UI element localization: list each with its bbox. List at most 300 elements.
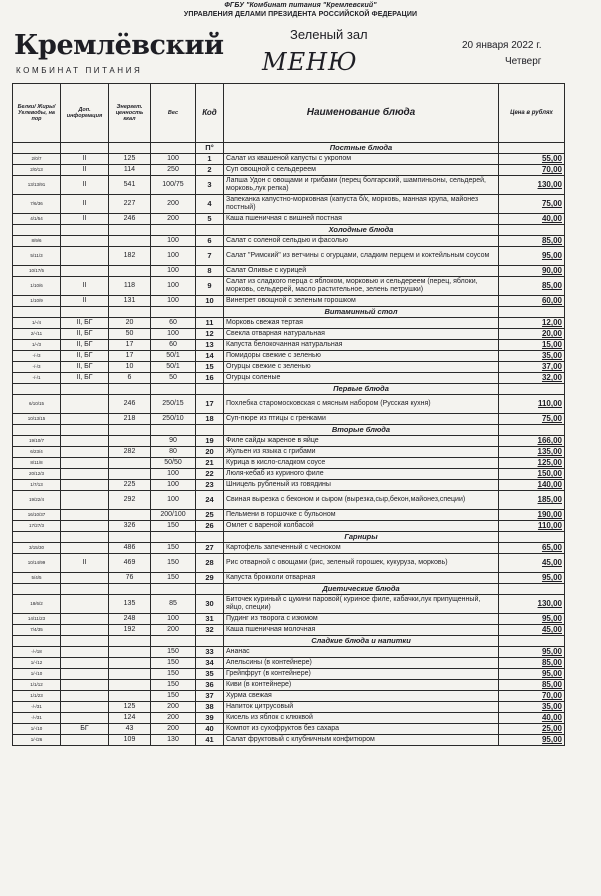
nutrition-cell: 5/4/5 (13, 573, 61, 584)
energy-cell: 135 (109, 595, 151, 614)
info-cell (61, 658, 109, 669)
table-row (13, 595, 565, 614)
price-cell: 85,00 (499, 680, 565, 691)
code-cell: 41 (196, 735, 224, 746)
nutrition-cell: 1/-/10 (13, 669, 61, 680)
code-cell: 2 (196, 165, 224, 176)
energy-cell: 326 (109, 521, 151, 532)
dish-name: Морковь свежая тертая (224, 318, 499, 329)
table-row (13, 340, 565, 351)
table-row (13, 296, 565, 307)
nutrition-cell: 1/1/12 (13, 680, 61, 691)
section-blank-cell (151, 225, 196, 236)
dish-name: Салат с соленой сельдью и фасолью (224, 236, 499, 247)
weight-cell: 100 (151, 491, 196, 510)
energy-cell: 218 (109, 414, 151, 425)
org-line-2: УПРАВЛЕНИЯ ДЕЛАМИ ПРЕЗИДЕНТА РОССИЙСКОЙ ФЕДЕРАЦИИ (183, 11, 418, 18)
weight-cell: 85 (151, 595, 196, 614)
info-cell (61, 469, 109, 480)
energy-cell: 20 (109, 318, 151, 329)
section-blank-cell (499, 425, 565, 436)
price-cell: 75,00 (499, 195, 565, 214)
dish-name: Картофель запеченный с чесноком (224, 543, 499, 554)
section-title: Витаминный стол (224, 307, 499, 318)
code-cell: 18 (196, 414, 224, 425)
info-cell (61, 480, 109, 491)
dish-name: Напиток цитрусовый (224, 702, 499, 713)
energy-cell: 248 (109, 614, 151, 625)
code-cell: 13 (196, 340, 224, 351)
section-header (13, 425, 565, 436)
section-header (13, 636, 565, 647)
info-cell (61, 669, 109, 680)
info-cell (61, 691, 109, 702)
price-cell: 130,00 (499, 176, 565, 195)
section-code (196, 225, 224, 236)
code-cell: 28 (196, 554, 224, 573)
table-row (13, 573, 565, 584)
dish-name: Пельмени в горшочке с бульоном (224, 510, 499, 521)
code-cell: 3 (196, 176, 224, 195)
section-blank-cell (13, 307, 61, 318)
weight-cell: 100 (151, 236, 196, 247)
dish-name: Компот из сухофруктов без сахара (224, 724, 499, 735)
table-header-row (13, 84, 565, 143)
dish-name: Запеканка капустно-морковная (капуста б/к, морковь, манная крупа, майонез постный) (224, 195, 499, 214)
menu-body (13, 143, 565, 746)
info-cell: II, БГ (61, 340, 109, 351)
section-header (13, 143, 565, 154)
menu-date: 20 января 2022 г. (462, 40, 542, 51)
section-header (13, 532, 565, 543)
table-row (13, 414, 565, 425)
info-cell (61, 395, 109, 414)
nutrition-cell: 6/23/4 (13, 447, 61, 458)
weight-cell: 200 (151, 214, 196, 225)
nutrition-cell: 16/10/37 (13, 510, 61, 521)
code-cell: 32 (196, 625, 224, 636)
table-row (13, 735, 565, 746)
code-cell: 20 (196, 447, 224, 458)
dish-name: Каша пшеничная молочная (224, 625, 499, 636)
price-cell: 125,00 (499, 458, 565, 469)
price-cell: 75,00 (499, 414, 565, 425)
dish-name: Салат "Римский" из ветчины с огурцами, сладким перцем и коктейльным соусом (224, 247, 499, 266)
energy-cell: 225 (109, 480, 151, 491)
table-row (13, 543, 565, 554)
info-cell (61, 735, 109, 746)
section-blank-cell (109, 225, 151, 236)
price-cell: 40,00 (499, 713, 565, 724)
price-cell: 32,00 (499, 373, 565, 384)
price-cell: 35,00 (499, 702, 565, 713)
energy-cell: 125 (109, 154, 151, 165)
price-cell: 90,00 (499, 266, 565, 277)
weight-cell: 50/1 (151, 351, 196, 362)
energy-cell: 227 (109, 195, 151, 214)
section-blank-cell (151, 307, 196, 318)
price-cell: 135,00 (499, 447, 565, 458)
code-cell: 33 (196, 647, 224, 658)
section-blank-cell (61, 384, 109, 395)
table-row (13, 395, 565, 414)
code-cell: 11 (196, 318, 224, 329)
weight-cell: 200 (151, 713, 196, 724)
nutrition-cell: 2/0/7 (13, 154, 61, 165)
section-title: Гарниры (224, 532, 499, 543)
weight-cell: 100/75 (151, 176, 196, 195)
table-row (13, 436, 565, 447)
info-cell (61, 680, 109, 691)
energy-cell (109, 658, 151, 669)
price-cell: 45,00 (499, 625, 565, 636)
dish-name: Огурцы соленые (224, 373, 499, 384)
nutrition-cell: 17/27/3 (13, 521, 61, 532)
weight-cell: 50/50 (151, 458, 196, 469)
price-cell: 85,00 (499, 658, 565, 669)
section-blank-cell (13, 532, 61, 543)
nutrition-cell: 20/12/3 (13, 469, 61, 480)
logo-subtitle: КОМБИНАТ ПИТАНИЯ (16, 66, 143, 75)
section-code (196, 636, 224, 647)
info-cell: II, БГ (61, 318, 109, 329)
code-cell: 38 (196, 702, 224, 713)
weight-cell: 80 (151, 447, 196, 458)
section-title: Холодные блюда (224, 225, 499, 236)
weight-cell: 150 (151, 647, 196, 658)
energy-cell (109, 469, 151, 480)
info-cell: II, БГ (61, 362, 109, 373)
code-cell: 19 (196, 436, 224, 447)
code-cell: 25 (196, 510, 224, 521)
code-cell: 8 (196, 266, 224, 277)
weight-cell: 200 (151, 625, 196, 636)
dish-name: Курица в кисло-сладком соусе (224, 458, 499, 469)
section-blank-cell (499, 143, 565, 154)
nutrition-cell: -/-/3 (13, 351, 61, 362)
price-cell: 25,00 (499, 724, 565, 735)
weight-cell: 200/100 (151, 510, 196, 521)
price-cell: 95,00 (499, 614, 565, 625)
dish-name: Жульен из языка с грибами (224, 447, 499, 458)
menu-title: МЕНЮ (262, 48, 358, 76)
nutrition-cell: 1/10/6 (13, 277, 61, 296)
weight-cell: 150 (151, 669, 196, 680)
section-blank-cell (61, 307, 109, 318)
dish-name: Салат из сладкого перца с яблоком, морковью и сельдереем (перец, яблоки, морковь, сельдерей, масло растительное, зелень петрушки) (224, 277, 499, 296)
code-cell: 9 (196, 277, 224, 296)
section-blank-cell (499, 532, 565, 543)
dish-name: Хурма свежая (224, 691, 499, 702)
nutrition-cell: 19/22/4 (13, 491, 61, 510)
section-blank-cell (13, 636, 61, 647)
table-row (13, 373, 565, 384)
info-cell: II (61, 554, 109, 573)
weight-cell: 250/15 (151, 395, 196, 414)
price-cell: 45,00 (499, 554, 565, 573)
weight-cell: 200 (151, 724, 196, 735)
table-row (13, 214, 565, 225)
info-cell (61, 247, 109, 266)
logo: Кремлёвский (14, 30, 224, 61)
info-cell (61, 458, 109, 469)
info-cell (61, 702, 109, 713)
code-cell: 23 (196, 480, 224, 491)
section-blank-cell (109, 143, 151, 154)
info-cell (61, 236, 109, 247)
dish-name: Пудинг из творога с изюмом (224, 614, 499, 625)
info-cell (61, 414, 109, 425)
header-nutrition: Белки/ Жиры/ Углеводы, на пор (13, 84, 61, 143)
menu-table (12, 83, 565, 746)
code-cell: 10 (196, 296, 224, 307)
dish-name: Огурцы свежие с зеленью (224, 362, 499, 373)
code-cell: 15 (196, 362, 224, 373)
info-cell (61, 625, 109, 636)
header-info: Доп. информация (61, 84, 109, 143)
table-row (13, 680, 565, 691)
dish-name: Похлебка старомосковская с мясным набором (Русская кухня) (224, 395, 499, 414)
table-row (13, 362, 565, 373)
table-row (13, 521, 565, 532)
section-code (196, 584, 224, 595)
energy-cell: 469 (109, 554, 151, 573)
weight-cell: 60 (151, 318, 196, 329)
section-blank-cell (151, 143, 196, 154)
section-blank-cell (13, 584, 61, 595)
code-cell: 34 (196, 658, 224, 669)
section-blank-cell (109, 636, 151, 647)
section-blank-cell (109, 532, 151, 543)
nutrition-cell: 1/-/3 (13, 340, 61, 351)
code-cell: 26 (196, 521, 224, 532)
table-row (13, 669, 565, 680)
weight-cell: 100 (151, 469, 196, 480)
info-cell (61, 595, 109, 614)
code-cell: 36 (196, 680, 224, 691)
info-cell (61, 491, 109, 510)
section-blank-cell (61, 143, 109, 154)
price-cell: 37,00 (499, 362, 565, 373)
energy-cell: 124 (109, 713, 151, 724)
energy-cell (109, 669, 151, 680)
dish-name: Салат из квашеной капусты с укропом (224, 154, 499, 165)
section-blank-cell (151, 425, 196, 436)
dish-name: Киви (в контейнере) (224, 680, 499, 691)
nutrition-cell: 5/11/3 (13, 247, 61, 266)
dish-name: Суп-пюре из птицы с гренками (224, 414, 499, 425)
code-cell: 6 (196, 236, 224, 247)
section-blank-cell (13, 425, 61, 436)
section-blank-cell (109, 307, 151, 318)
nutrition-cell: 1/1/23 (13, 691, 61, 702)
weight-cell: 100 (151, 614, 196, 625)
weight-cell: 50 (151, 373, 196, 384)
weight-cell: 150 (151, 691, 196, 702)
dish-name: Винегрет овощной с зеленым горошком (224, 296, 499, 307)
section-blank-cell (151, 384, 196, 395)
dish-name: Лапша Удон с овощами и грибами (перец болгарский, шампиньоны, сельдерей, морковь,лук репка) (224, 176, 499, 195)
weight-cell: 100 (151, 154, 196, 165)
code-cell: 17 (196, 395, 224, 414)
section-blank-cell (499, 384, 565, 395)
section-code (196, 307, 224, 318)
nutrition-cell: 1/-/26 (13, 735, 61, 746)
section-blank-cell (109, 584, 151, 595)
dish-name: Грейпфрут (в контейнере) (224, 669, 499, 680)
energy-cell (109, 458, 151, 469)
nutrition-cell: 3/15/30 (13, 543, 61, 554)
energy-cell (109, 680, 151, 691)
section-blank-cell (499, 307, 565, 318)
table-row (13, 318, 565, 329)
nutrition-cell: -/-/31 (13, 713, 61, 724)
info-cell: II (61, 176, 109, 195)
price-cell: 150,00 (499, 469, 565, 480)
code-cell: 21 (196, 458, 224, 469)
energy-cell (109, 436, 151, 447)
code-cell: 40 (196, 724, 224, 735)
dish-name: Салат Оливье с курицей (224, 266, 499, 277)
info-cell (61, 510, 109, 521)
section-blank-cell (499, 225, 565, 236)
nutrition-cell: 8/9/6 (13, 236, 61, 247)
nutrition-cell: 14/11/23 (13, 614, 61, 625)
price-cell: 85,00 (499, 236, 565, 247)
price-cell: 15,00 (499, 340, 565, 351)
dish-name: Свекла отварная натуральная (224, 329, 499, 340)
code-cell: 1 (196, 154, 224, 165)
info-cell: II, БГ (61, 373, 109, 384)
info-cell (61, 647, 109, 658)
weight-cell: 100 (151, 296, 196, 307)
dish-name: Рис отварной с овощами (рис, зеленый горошек, кукуруза, морковь) (224, 554, 499, 573)
code-cell: 35 (196, 669, 224, 680)
energy-cell: 6 (109, 373, 151, 384)
nutrition-cell: 18/6/2 (13, 595, 61, 614)
header-weight: Вес (151, 84, 196, 143)
dish-name: Капуста белокочанная натуральная (224, 340, 499, 351)
section-code (196, 532, 224, 543)
info-cell: II, БГ (61, 351, 109, 362)
table-row (13, 658, 565, 669)
weight-cell: 100 (151, 247, 196, 266)
nutrition-cell: -/-/18 (13, 647, 61, 658)
code-cell: 16 (196, 373, 224, 384)
energy-cell: 17 (109, 340, 151, 351)
info-cell: II, БГ (61, 329, 109, 340)
section-code: П° (196, 143, 224, 154)
price-cell: 55,00 (499, 154, 565, 165)
nutrition-cell: 1/-/12 (13, 658, 61, 669)
table-row (13, 510, 565, 521)
table-row (13, 195, 565, 214)
table-row (13, 165, 565, 176)
weight-cell: 250/10 (151, 414, 196, 425)
nutrition-cell: -/-/3 (13, 362, 61, 373)
code-cell: 37 (196, 691, 224, 702)
section-blank-cell (109, 384, 151, 395)
section-header (13, 307, 565, 318)
section-blank-cell (151, 532, 196, 543)
info-cell: II (61, 165, 109, 176)
table-row (13, 491, 565, 510)
price-cell: 95,00 (499, 573, 565, 584)
energy-cell: 246 (109, 395, 151, 414)
energy-cell: 114 (109, 165, 151, 176)
energy-cell: 182 (109, 247, 151, 266)
table-row (13, 247, 565, 266)
energy-cell: 17 (109, 351, 151, 362)
section-blank-cell (61, 532, 109, 543)
code-cell: 12 (196, 329, 224, 340)
table-row (13, 480, 565, 491)
price-cell: 60,00 (499, 296, 565, 307)
weight-cell: 100 (151, 480, 196, 491)
weight-cell: 130 (151, 735, 196, 746)
section-blank-cell (13, 143, 61, 154)
section-blank-cell (499, 584, 565, 595)
section-blank-cell (61, 584, 109, 595)
energy-cell: 10 (109, 362, 151, 373)
table-row (13, 724, 565, 735)
header-code: Код (196, 84, 224, 143)
section-title: Диетические блюда (224, 584, 499, 595)
section-code (196, 384, 224, 395)
dish-name: Филе сайды жареное в яйце (224, 436, 499, 447)
header-energy: Энергет. ценность ккал (109, 84, 151, 143)
section-blank-cell (13, 384, 61, 395)
info-cell (61, 713, 109, 724)
energy-cell: 76 (109, 573, 151, 584)
price-cell: 110,00 (499, 521, 565, 532)
weight-cell: 150 (151, 658, 196, 669)
nutrition-cell: 7/6/36 (13, 195, 61, 214)
info-cell (61, 447, 109, 458)
weight-cell: 150 (151, 543, 196, 554)
section-header (13, 384, 565, 395)
nutrition-cell: 2/0/13 (13, 165, 61, 176)
price-cell: 95,00 (499, 735, 565, 746)
table-row (13, 625, 565, 636)
section-blank-cell (13, 225, 61, 236)
info-cell (61, 573, 109, 584)
energy-cell: 246 (109, 214, 151, 225)
code-cell: 7 (196, 247, 224, 266)
info-cell (61, 266, 109, 277)
energy-cell: 118 (109, 277, 151, 296)
section-header (13, 584, 565, 595)
price-cell: 190,00 (499, 510, 565, 521)
dish-name: Помидоры свежие с зеленью (224, 351, 499, 362)
info-cell (61, 614, 109, 625)
price-cell: 35,00 (499, 351, 565, 362)
energy-cell: 486 (109, 543, 151, 554)
energy-cell: 125 (109, 702, 151, 713)
nutrition-cell: 2/-/11 (13, 329, 61, 340)
energy-cell: 131 (109, 296, 151, 307)
weight-cell: 250 (151, 165, 196, 176)
energy-cell: 292 (109, 491, 151, 510)
table-row (13, 329, 565, 340)
code-cell: 39 (196, 713, 224, 724)
code-cell: 14 (196, 351, 224, 362)
nutrition-cell: 1/-/4 (13, 318, 61, 329)
price-cell: 166,00 (499, 436, 565, 447)
section-title: Сладкие блюда и напитки (224, 636, 499, 647)
price-cell: 95,00 (499, 647, 565, 658)
info-cell: II (61, 154, 109, 165)
